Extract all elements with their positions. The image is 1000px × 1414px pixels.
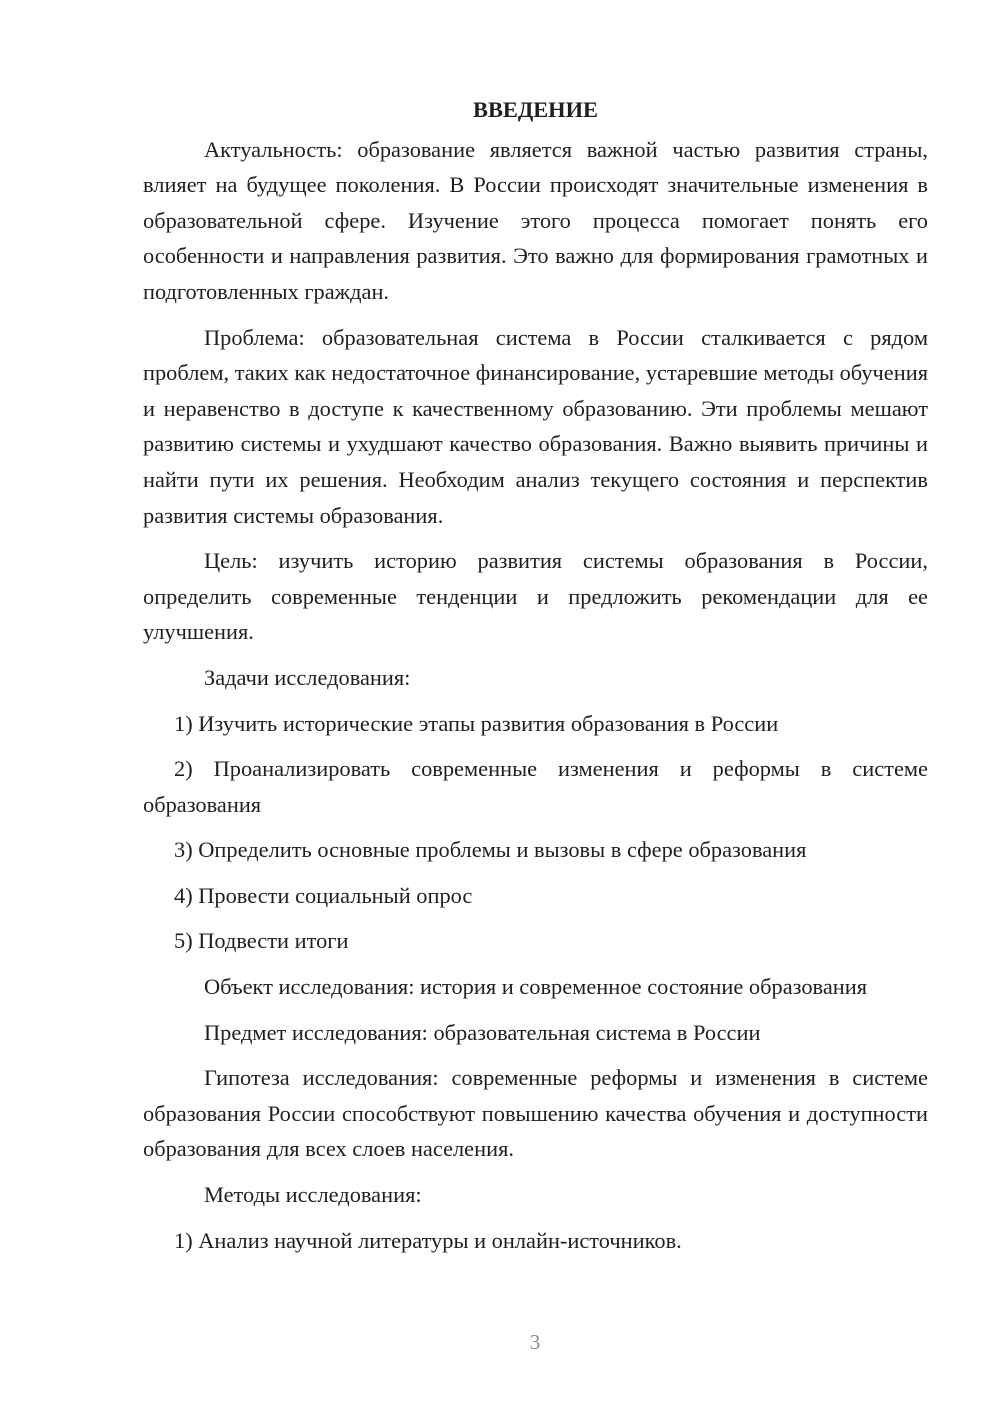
page-heading: ВВЕДЕНИЕ [473, 97, 598, 122]
task-item: 1) Изучить исторические этапы развития образования в России [174, 710, 779, 736]
page-number: 3 [529, 1330, 541, 1354]
paragraph-problem: Проблема: образовательная система в России сталкивается с рядом проблем, таких как недостаточное финансирование, устаревшие методы обучения и неравенство в доступе к качественному образованию. Эти проблемы мешают развитию системы и ухудшают качество образования. Важно выявить причины и найти пути их решения. Необходим анализ текущего состояния и перспектив развития системы образования. [143, 324, 928, 528]
paragraph-tasks-title: Задачи исследования: [204, 664, 411, 690]
method-item: 1) Анализ научной литературы и онлайн-источников. [174, 1227, 682, 1253]
paragraph-methods-title: Методы исследования: [204, 1182, 422, 1208]
task-item: 5) Подвести итоги [174, 928, 349, 954]
paragraph-goal: Цель: изучить историю развития системы образования в России, определить современные тенденции и предложить рекомендации для ее улучшения. [143, 548, 928, 645]
paragraph-hypothesis: Гипотеза исследования: современные реформы и изменения в системе образования России способствуют повышению качества обучения и доступности образования для всех слоев населения. [143, 1065, 928, 1162]
task-item: 3) Определить основные проблемы и вызовы в сфере образования [174, 837, 807, 863]
task-item: 2) Проанализировать современные изменения и реформы в системе образования [143, 756, 928, 817]
task-item: 4) Провести социальный опрос [174, 882, 473, 908]
paragraph-object: Объект исследования: история и современное состояние образования [204, 974, 868, 1000]
paragraph-subject: Предмет исследования: образовательная система в России [204, 1019, 761, 1045]
page-content [143, 92, 928, 1268]
paragraph-relevance: Актуальность: образование является важной частью развития страны, влияет на будущее поколения. В России происходят значительные изменения в образовательной сфере. Изучение этого процесса помогает понять его особенности и направления развития. Это важно для формирования грамотных и подготовленных граждан. [143, 136, 928, 304]
